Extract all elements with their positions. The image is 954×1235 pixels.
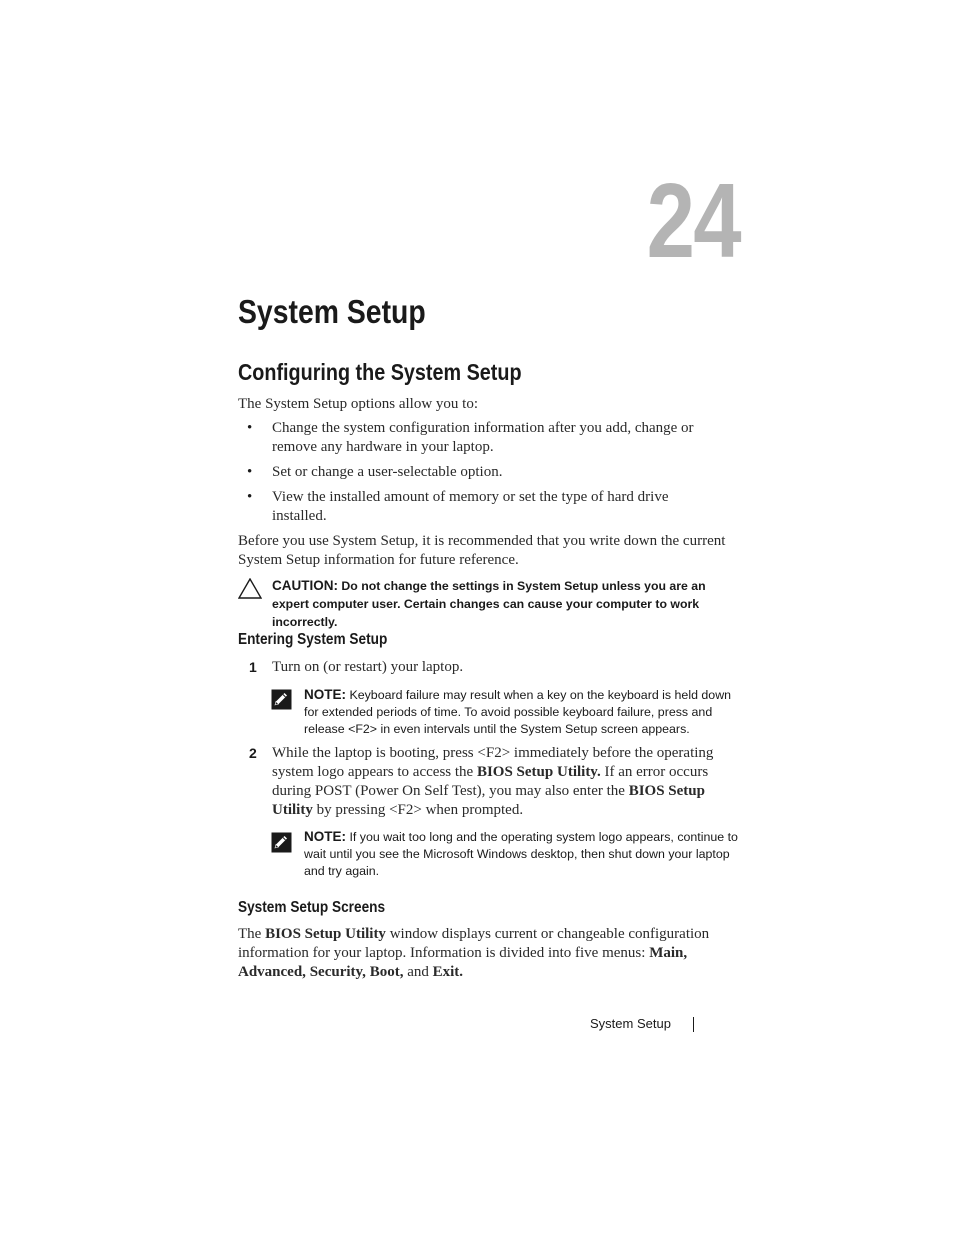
caution-icon [238, 578, 262, 604]
step-text-part: If an error occurs during POST (Power On Self Test), you may also enter the [272, 764, 709, 799]
entering-heading: Entering System Setup [238, 631, 388, 648]
step-text-part: While the laptop is booting, press <F2> immediately before the operating system logo appears to access the [272, 745, 714, 780]
menu-name: Advanced, [238, 964, 306, 980]
menu-name: Main, [649, 945, 688, 961]
bios-utility-term: BIOS Setup Utility [272, 783, 705, 818]
caution-text: Do not change the settings in System Setup unless you are an expert computer user. Certain changes can cause your computer to work incorrectly. [272, 579, 706, 629]
caution-label: CAUTION: [272, 578, 338, 593]
intro-paragraph: The System Setup options allow you to: [238, 396, 478, 412]
note-text: If you wait too long and the operating system logo appears, continue to wait until you see the Microsoft Windows desktop, then shut down your laptop and try again. [304, 830, 738, 878]
step-text-part: by pressing <F2> when prompted. [312, 802, 524, 818]
bullet-dot: • [247, 420, 253, 436]
note-label: NOTE: [304, 829, 346, 844]
section-heading: Configuring the System Setup [238, 359, 522, 385]
bios-utility-term: BIOS Setup Utility [265, 926, 386, 942]
menu-name: Boot, [369, 964, 404, 980]
note-block [304, 686, 744, 738]
note-block [304, 828, 744, 880]
note-label: NOTE: [304, 687, 346, 702]
before-paragraph: Before you use System Setup, it is recommended that you write down the current System Setup information for future reference. [238, 533, 726, 568]
step-text [272, 744, 740, 820]
footer-divider [693, 1017, 694, 1032]
bios-utility-term: BIOS Setup Utility. [476, 764, 601, 780]
note-pencil-icon [271, 689, 292, 715]
screens-paragraph [238, 925, 742, 982]
bullet-item: View the installed amount of memory or set the type of hard drive installed. [272, 489, 669, 524]
note-text: Keyboard failure may result when a key on the keyboard is held down for extended periods of time. To avoid possible keyboard failure, press and release <F2> in even intervals until the System Setup screen appears. [304, 688, 732, 736]
step-number: 1 [249, 659, 257, 675]
text-part: window displays current or changeable configuration information for your laptop. Information is divided into five menus: [238, 926, 710, 961]
text-part: The [238, 926, 266, 942]
bullet-item: Set or change a user-selectable option. [272, 464, 503, 480]
bullet-dot: • [247, 489, 253, 505]
bullet-dot: • [247, 464, 253, 480]
note-pencil-icon [271, 832, 292, 858]
step-text: Turn on (or restart) your laptop. [272, 659, 464, 675]
menu-name: Exit. [432, 964, 464, 980]
screens-heading: System Setup Screens [238, 899, 386, 916]
chapter-title: System Setup [238, 293, 426, 330]
chapter-number: 24 [646, 162, 740, 280]
caution-block [272, 577, 742, 631]
step-number: 2 [249, 745, 257, 761]
text-part: and [403, 964, 433, 980]
bullet-item: Change the system configuration information after you add, change or remove any hardware in your laptop. [272, 420, 694, 455]
menu-name: Security, [309, 964, 366, 980]
footer-label: System Setup [590, 1016, 671, 1031]
